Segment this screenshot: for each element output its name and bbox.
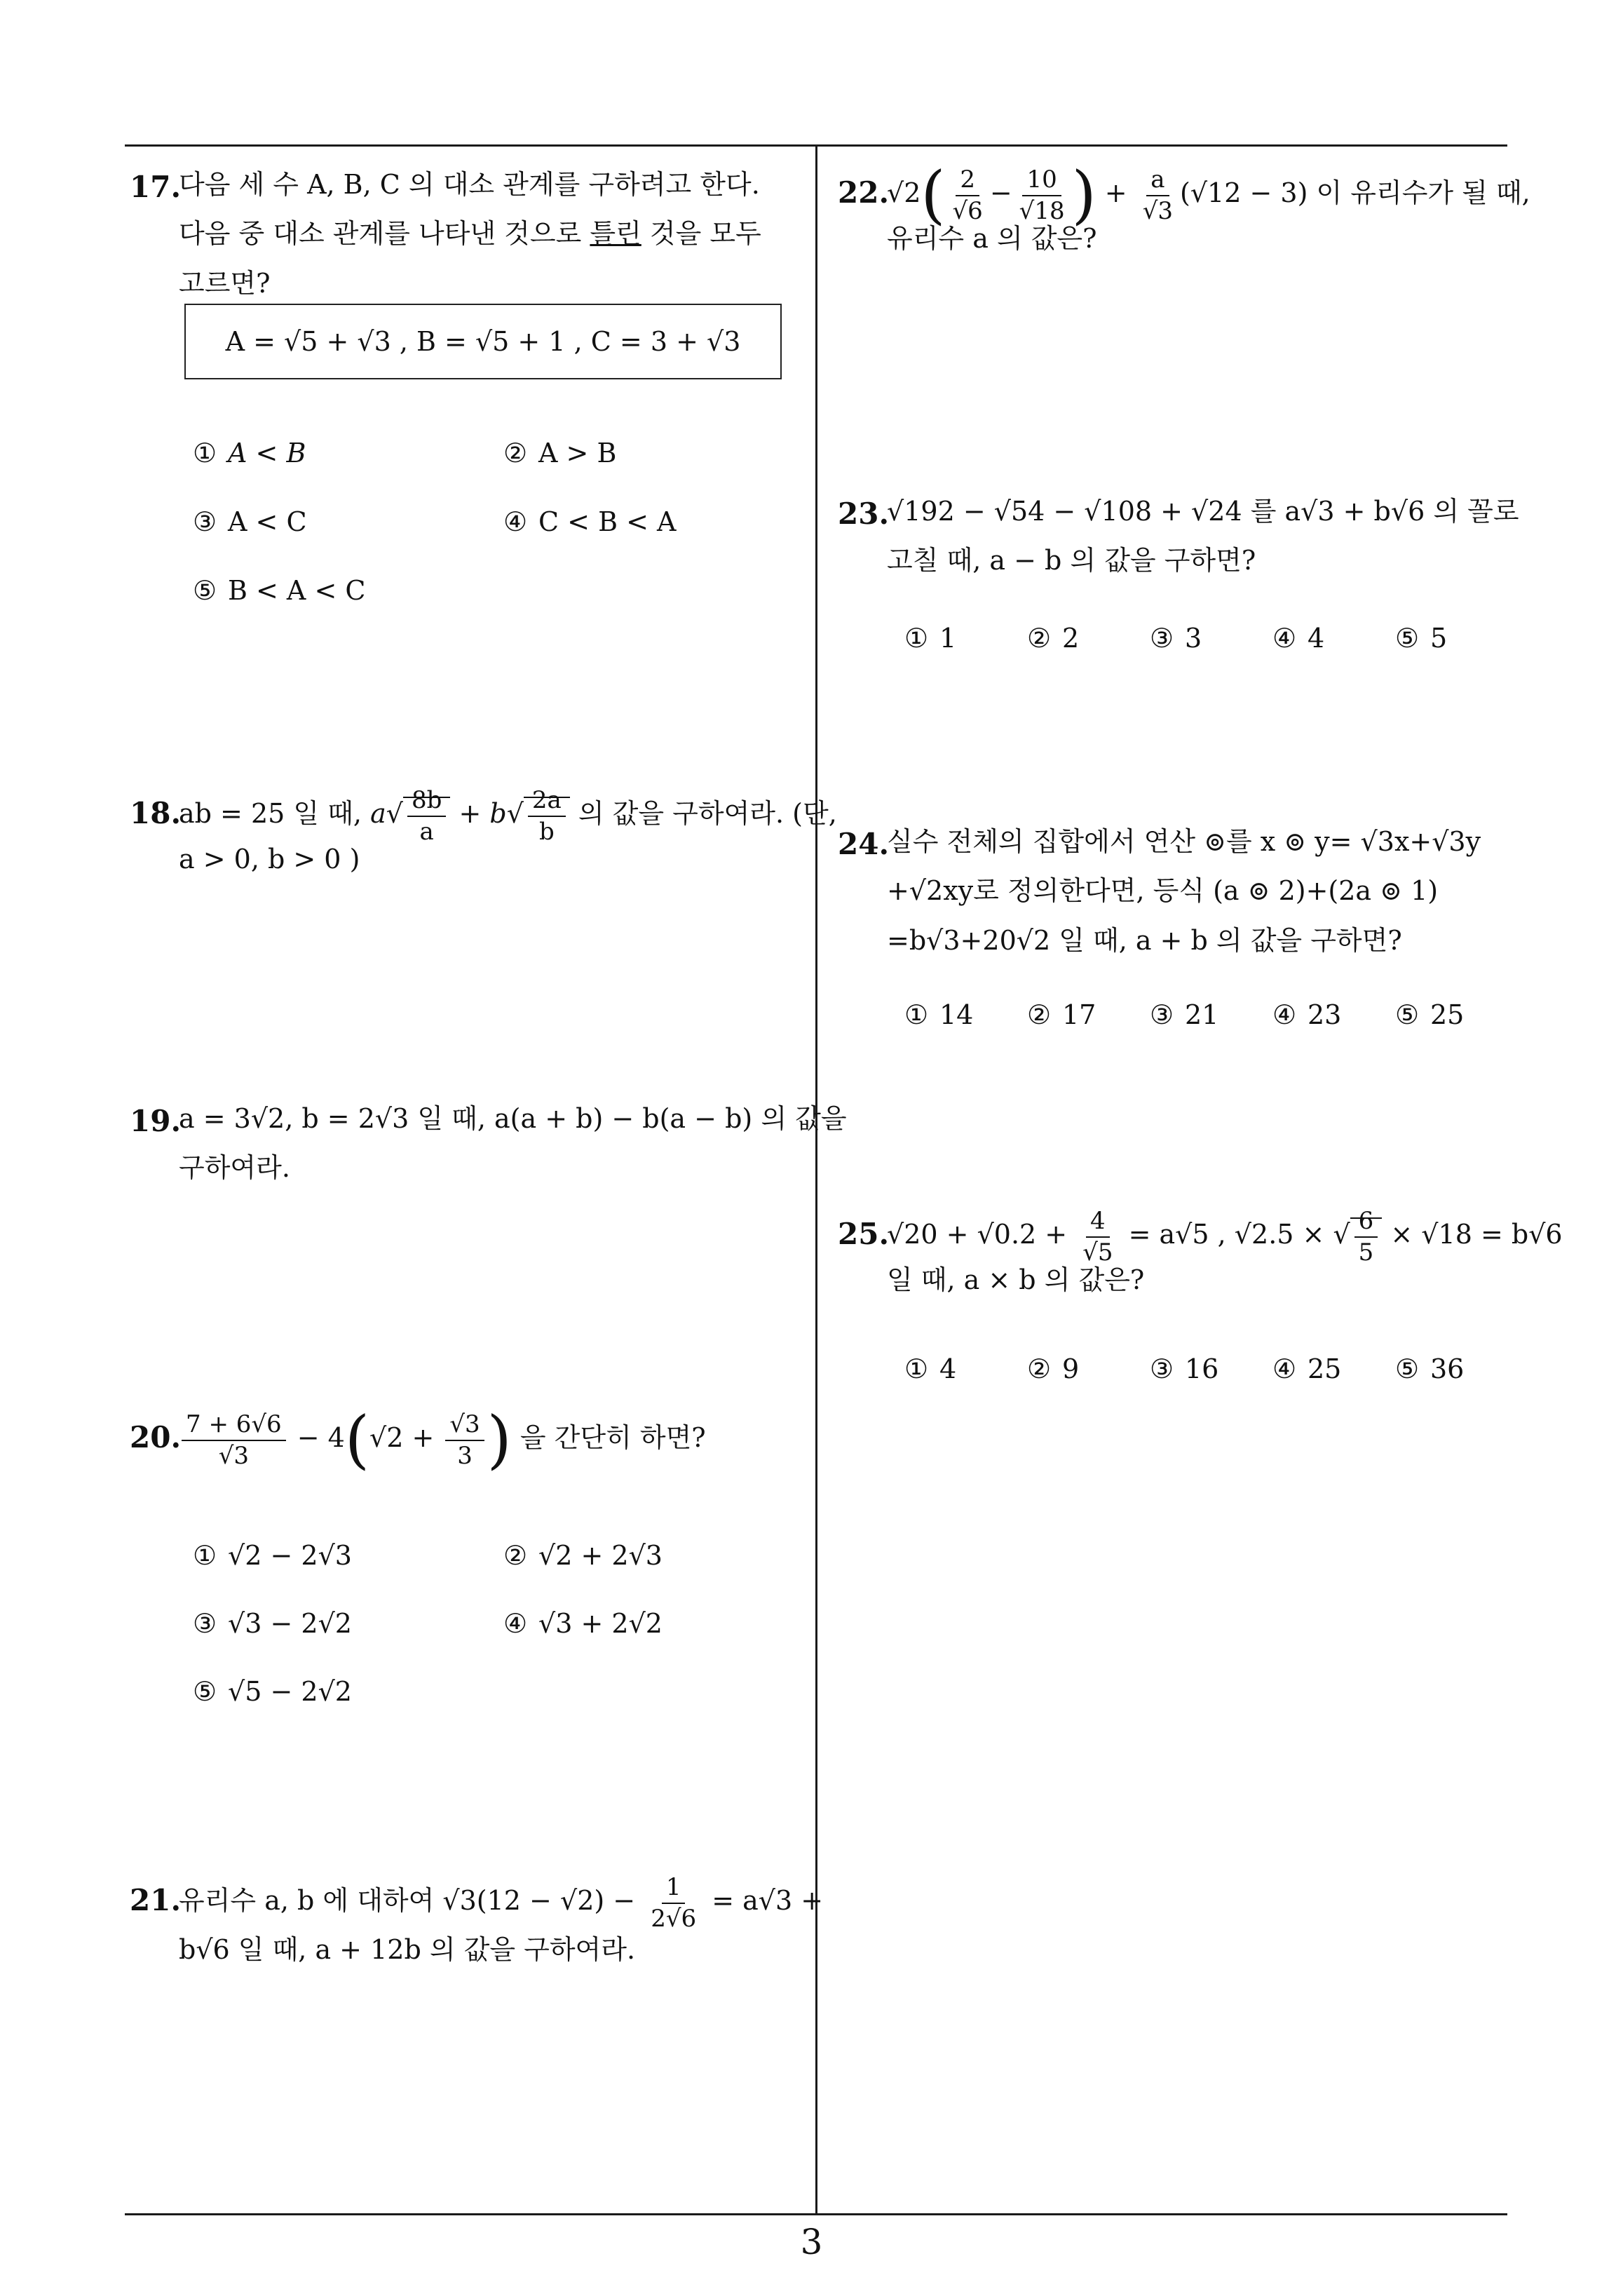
- option-marker: ①: [193, 438, 217, 468]
- question-19: [130, 1094, 847, 1193]
- option-text: 17: [1062, 999, 1096, 1030]
- option-marker: ②: [503, 1540, 528, 1571]
- option-marker: ④: [503, 1608, 528, 1639]
- option-marker: ⑤: [1395, 999, 1420, 1030]
- option-4[interactable]: [1272, 623, 1324, 654]
- question-22: 22. √2( $\frac{2}{√6}$ − $\frac{10}{√18}$ ) + $\frac{a}{√3}$ (√12 − 3) 이 유리수가 될 때, 유리수 a 의 값은?: [838, 151, 1511, 263]
- fraction-denominator: √3: [1142, 196, 1174, 225]
- option-text: A < B: [228, 438, 306, 468]
- definition-box: A = √5 + √3 , B = √5 + 1 , C = 3 + √3: [184, 304, 782, 379]
- option-marker: ③: [193, 1608, 217, 1639]
- option-text: 36: [1430, 1353, 1465, 1384]
- option-text: 23: [1308, 999, 1342, 1030]
- fraction-denominator: 5: [1358, 1238, 1374, 1267]
- question-text: × √18 = b√6: [1382, 1219, 1563, 1250]
- question-text: +: [1096, 177, 1136, 208]
- option-text: 2: [1062, 623, 1080, 654]
- question-number: 22.: [838, 175, 890, 210]
- option-4[interactable]: [503, 506, 676, 537]
- option-text: √2 + 2√3: [538, 1540, 663, 1571]
- option-text: 14: [939, 999, 974, 1030]
- option-text: 4: [1308, 623, 1325, 654]
- question-text: ab = 25 일 때,: [179, 798, 371, 829]
- option-5[interactable]: [1395, 999, 1464, 1030]
- question-text: (√12 − 3) 이 유리수가 될 때,: [1180, 177, 1530, 208]
- question-17: [130, 160, 803, 308]
- question-text: 유리수 a 의 값은?: [887, 223, 1097, 254]
- option-3[interactable]: [1150, 999, 1218, 1030]
- option-marker: ①: [904, 1353, 929, 1384]
- fraction-numerator: 1: [662, 1872, 686, 1904]
- question-number: 23.: [838, 497, 890, 531]
- option-marker: ④: [1272, 623, 1297, 654]
- option-marker: ①: [904, 623, 929, 654]
- option-5[interactable]: [193, 575, 365, 606]
- question-text: √20 + √0.2 +: [887, 1219, 1076, 1250]
- option-text: 21: [1185, 999, 1219, 1030]
- question-text: √2 +: [369, 1422, 443, 1453]
- option-marker: ⑤: [1395, 623, 1420, 654]
- question-24: [838, 817, 1511, 965]
- question-text: 실수 전체의 집합에서 연산 ⊚를 x ⊚ y= √3x+√3y: [887, 826, 1481, 857]
- fraction-denominator: 2√6: [651, 1904, 697, 1933]
- fraction-numerator: 7 + 6√6: [182, 1410, 286, 1441]
- question-23: [838, 487, 1519, 586]
- question-21: [130, 1862, 824, 1974]
- option-text: 4: [939, 1353, 957, 1384]
- option-text: A < C: [228, 506, 307, 537]
- option-3[interactable]: [193, 1608, 352, 1639]
- option-2[interactable]: [503, 438, 616, 468]
- fraction-denominator: b: [538, 817, 555, 846]
- option-1[interactable]: [904, 1353, 956, 1384]
- fraction-numerator: 2a: [528, 785, 566, 817]
- option-marker: ④: [503, 506, 528, 537]
- option-text: C < B < A: [538, 506, 677, 537]
- option-5[interactable]: [1395, 623, 1447, 654]
- option-2[interactable]: [503, 1540, 663, 1571]
- question-text: 것을 모두: [641, 218, 761, 250]
- page-number: 3: [800, 2222, 823, 2262]
- fraction-numerator: 4: [1086, 1206, 1110, 1238]
- option-marker: ⑤: [1395, 1353, 1420, 1384]
- question-text: = a√5 , √2.5 ×: [1120, 1219, 1333, 1250]
- option-5[interactable]: [193, 1676, 352, 1707]
- option-marker: ②: [1027, 999, 1052, 1030]
- option-text: √3 + 2√2: [538, 1608, 663, 1639]
- option-text: 25: [1308, 1353, 1342, 1384]
- option-marker: ①: [193, 1540, 217, 1571]
- option-text: √3 − 2√2: [228, 1608, 352, 1639]
- option-3[interactable]: [193, 506, 307, 537]
- option-marker: ④: [1272, 999, 1297, 1030]
- question-25: 25. √20 + √0.2 + $\frac{4}{√5}$ = a√5 , √2.5 × √ $\frac{6}{5}$ × √18 = b√6 일 때, a × b 의 값은?: [838, 1192, 1511, 1304]
- question-text: 다음 세 수 A, B, C 의 대소 관계를 구하려고 한다.: [179, 169, 760, 200]
- question-text: 의 값을 구하여라. (단,: [569, 798, 837, 829]
- question-text: 다음 중 대소 관계를 나타낸 것으로: [179, 218, 590, 250]
- question-text: a = 3√2, b = 2√3 일 때, a(a + b) − b(a − b) 의 값을: [179, 1103, 847, 1134]
- option-marker: ③: [193, 506, 217, 537]
- option-marker: ⑤: [193, 1676, 217, 1707]
- option-1[interactable]: [904, 623, 956, 654]
- option-marker: ③: [1150, 623, 1174, 654]
- question-text: 고칠 때, a − b 의 값을 구하면?: [887, 545, 1256, 576]
- option-marker: ③: [1150, 999, 1174, 1030]
- option-4[interactable]: [1272, 999, 1341, 1030]
- question-text: 유리수 a, b 에 대하여 √3(12 − √2) −: [179, 1885, 644, 1916]
- fraction-numerator: 2: [956, 165, 979, 196]
- option-2[interactable]: [1027, 999, 1096, 1030]
- question-number: 18.: [130, 796, 182, 830]
- question-number: 19.: [130, 1104, 182, 1138]
- question-text: 고르면?: [179, 267, 271, 299]
- option-text: 25: [1430, 999, 1465, 1030]
- option-text: √2 − 2√3: [228, 1540, 352, 1571]
- option-text: B < A < C: [228, 575, 366, 606]
- option-marker: ②: [503, 438, 528, 468]
- question-text: √192 − √54 − √108 + √24 를 a√3 + b√6 의 꼴로: [887, 496, 1519, 527]
- option-marker: ①: [904, 999, 929, 1030]
- bottom-rule: [125, 2213, 1507, 2215]
- question-text: +√2xy로 정의한다면, 등식 (a ⊚ 2)+(2a ⊚ 1): [887, 875, 1439, 907]
- fraction-denominator: √5: [1082, 1238, 1113, 1267]
- fraction-denominator: 3: [457, 1441, 473, 1470]
- question-number: 24.: [838, 827, 890, 861]
- question-text: − 4: [288, 1422, 345, 1453]
- question-text: 구하여라.: [179, 1152, 290, 1184]
- option-text: 5: [1430, 623, 1448, 654]
- option-3[interactable]: [1150, 1353, 1218, 1384]
- option-marker: ⑤: [193, 575, 217, 606]
- question-number: 25.: [838, 1217, 890, 1251]
- fraction-numerator: 10: [1022, 165, 1061, 196]
- question-number: 17.: [130, 170, 182, 204]
- option-1[interactable]: [904, 999, 973, 1030]
- question-text: = a√3 +: [703, 1885, 824, 1916]
- question-text: 일 때, a × b 의 값은?: [887, 1264, 1145, 1295]
- option-marker: ②: [1027, 1353, 1052, 1384]
- fraction-denominator: √6: [952, 196, 983, 225]
- fraction-numerator: 6: [1354, 1206, 1378, 1238]
- fraction-denominator: a: [419, 817, 434, 846]
- option-1[interactable]: [193, 438, 306, 468]
- option-4[interactable]: [503, 1608, 663, 1639]
- question-number: 20.: [130, 1420, 182, 1454]
- question-20: 20. $\frac{7 + 6√6}{√3}$ − 4(√2 + $\frac{√3}{3}$ ) 을 간단히 하면?: [130, 1392, 803, 1483]
- option-2[interactable]: [1027, 623, 1079, 654]
- fraction-numerator: 8b: [407, 785, 446, 817]
- option-4[interactable]: [1272, 1353, 1341, 1384]
- fraction-numerator: a: [1146, 165, 1169, 196]
- option-2[interactable]: [1027, 1353, 1079, 1384]
- question-text: −: [989, 177, 1012, 208]
- option-5[interactable]: [1395, 1353, 1464, 1384]
- question-text: a > 0, b > 0 ): [179, 844, 360, 874]
- option-text: A > B: [538, 438, 617, 468]
- option-marker: ③: [1150, 1353, 1174, 1384]
- option-text: 16: [1185, 1353, 1219, 1384]
- option-text: 3: [1185, 623, 1202, 654]
- fraction-denominator: √3: [218, 1441, 249, 1470]
- underlined-word: 틀린: [590, 218, 641, 250]
- question-18: 18. ab = 25 일 때, a√ $\frac{8b}{a}$ + b√ $\frac{2a}{b}$ 의 값을 구하여라. (단, a > 0, b > 0 ): [130, 771, 803, 884]
- option-1[interactable]: [193, 1540, 352, 1571]
- question-text: b√6 일 때, a + 12b 의 값을 구하여라.: [179, 1934, 636, 1965]
- question-text: =b√3+20√2 일 때, a + b 의 값을 구하면?: [887, 924, 1402, 956]
- question-text: √2: [887, 177, 921, 208]
- option-marker: ④: [1272, 1353, 1297, 1384]
- option-marker: ②: [1027, 623, 1052, 654]
- fraction-denominator: √18: [1019, 196, 1065, 225]
- fraction-numerator: √3: [445, 1410, 484, 1441]
- option-text: 9: [1062, 1353, 1080, 1384]
- option-text: 1: [939, 623, 957, 654]
- option-3[interactable]: [1150, 623, 1202, 654]
- question-number: 21.: [130, 1883, 182, 1917]
- option-text: √5 − 2√2: [228, 1676, 352, 1707]
- question-text: 을 간단히 하면?: [511, 1422, 706, 1453]
